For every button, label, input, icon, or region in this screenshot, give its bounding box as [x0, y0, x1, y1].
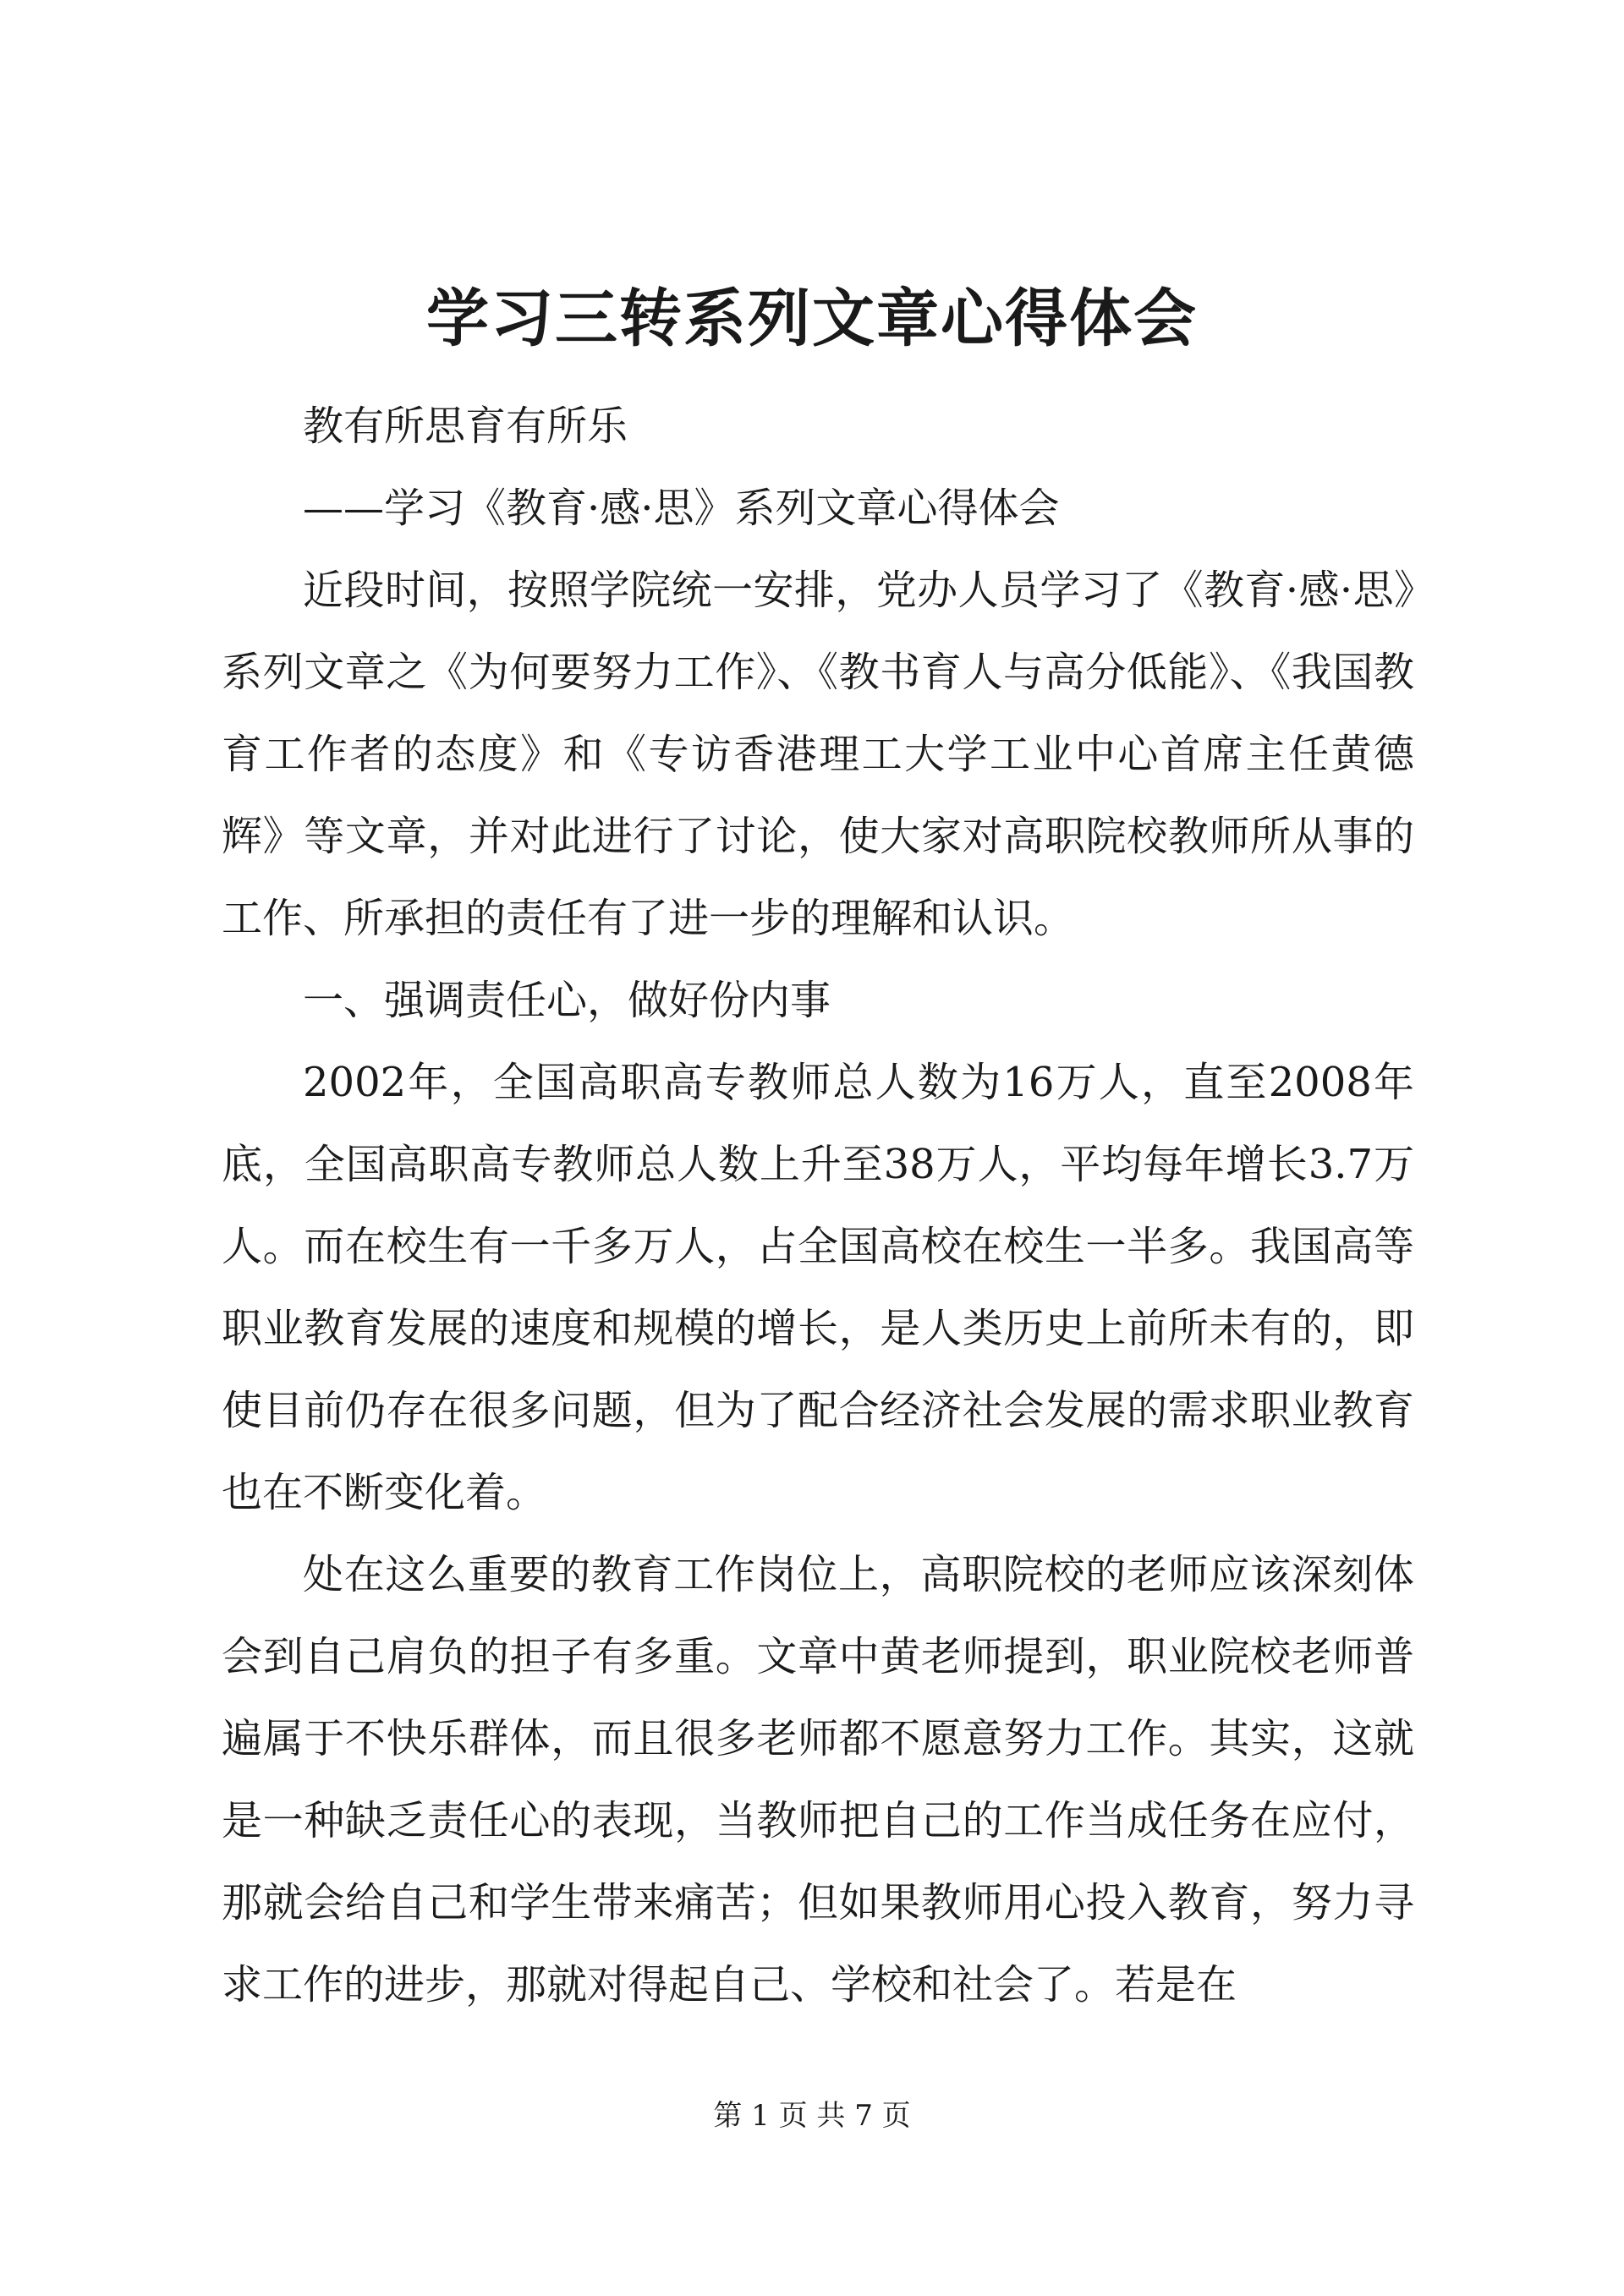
document-body	[222, 386, 1414, 2026]
paragraph-statistics: 2002年，全国高职高专教师总人数为16万人，直至2008年底，全国高职高专教师总人数上升至38万人，平均每年增长3.7万人。而在校生有一千多万人，占全国高校在校生一半多。我国高等职业教育发展的速度和规模的增长，是人类历史上前所未有的，即使目前仍存在很多问题，但为了配合经济社会发展的需求职业教育也在不断变化着。	[222, 1059, 1414, 1516]
section-heading-1: 一、强调责任心，做好份内事	[303, 977, 831, 1024]
subheading: ——学习《教育·感·思》系列文章心得体会	[303, 485, 1060, 532]
document-title: 学习三转系列文章心得体会	[426, 282, 1198, 355]
subtitle: 教有所思育有所乐	[303, 403, 628, 450]
paragraph-intro: 近段时间，按照学院统一安排，党办人员学习了《教育·感·思》系列文章之《为何要努力工作》、《教书育人与高分低能》、《我国教育工作者的态度》和《专访香港理工大学工业中心首席主任黄德辉》等文章，并对此进行了讨论，使大家对高职院校教师所从事的工作、所承担的责任有了进一步的理解和认识。	[222, 567, 1414, 942]
page-footer: 第 1 页 共 7 页	[713, 2099, 911, 2133]
paragraph-responsibility: 处在这么重要的教育工作岗位上，高职院校的老师应该深刻体会到自己肩负的担子有多重。文章中黄老师提到，职业院校老师普遍属于不快乐群体，而且很多老师都不愿意努力工作。其实，这就是一种缺乏责任心的表现，当教师把自己的工作当成任务在应付，那就会给自己和学生带来痛苦；但如果教师用心投入教育，努力寻求工作的进步，那就对得起自己、学校和社会了。若是在	[222, 1551, 1414, 2008]
